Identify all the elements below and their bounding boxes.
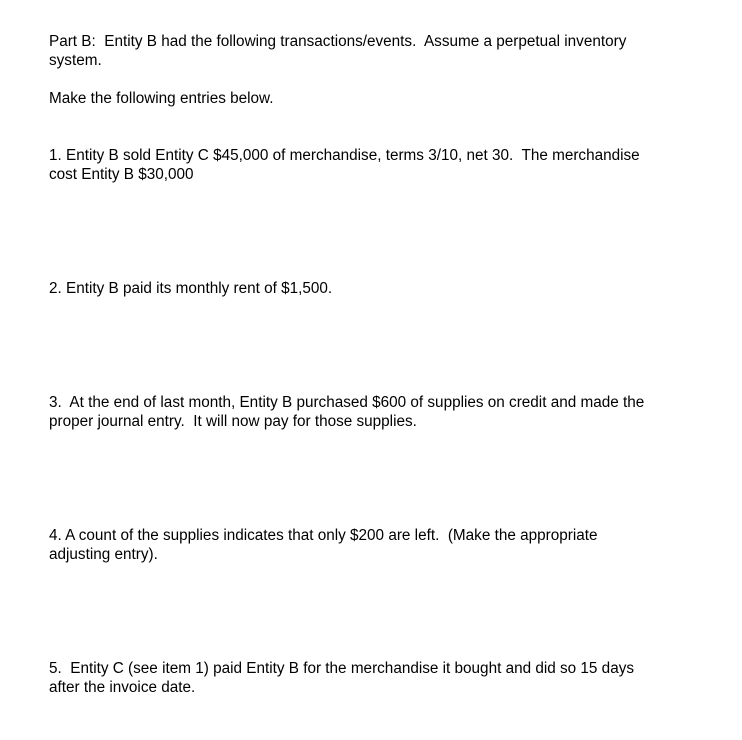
- transaction-item-4: 4. A count of the supplies indicates that only $200 are left. (Make the appropriate adjusting entry).: [49, 527, 598, 563]
- transaction-item-5: 5. Entity C (see item 1) paid Entity B for the merchandise it bought and did so 15 days after the invoice date.: [49, 660, 634, 696]
- instruction-text: Make the following entries below.: [49, 90, 274, 107]
- transaction-item-3: 3. At the end of last month, Entity B purchased $600 of supplies on credit and made the proper journal entry. It will now pay for those supplies.: [49, 394, 645, 430]
- intro-paragraph: Part B: Entity B had the following transactions/events. Assume a perpetual inventory system.: [49, 33, 627, 69]
- transaction-item-2: 2. Entity B paid its monthly rent of $1,500.: [49, 280, 333, 297]
- transaction-item-1: 1. Entity B sold Entity C $45,000 of merchandise, terms 3/10, net 30. The merchandise cost Entity B $30,000: [49, 147, 640, 183]
